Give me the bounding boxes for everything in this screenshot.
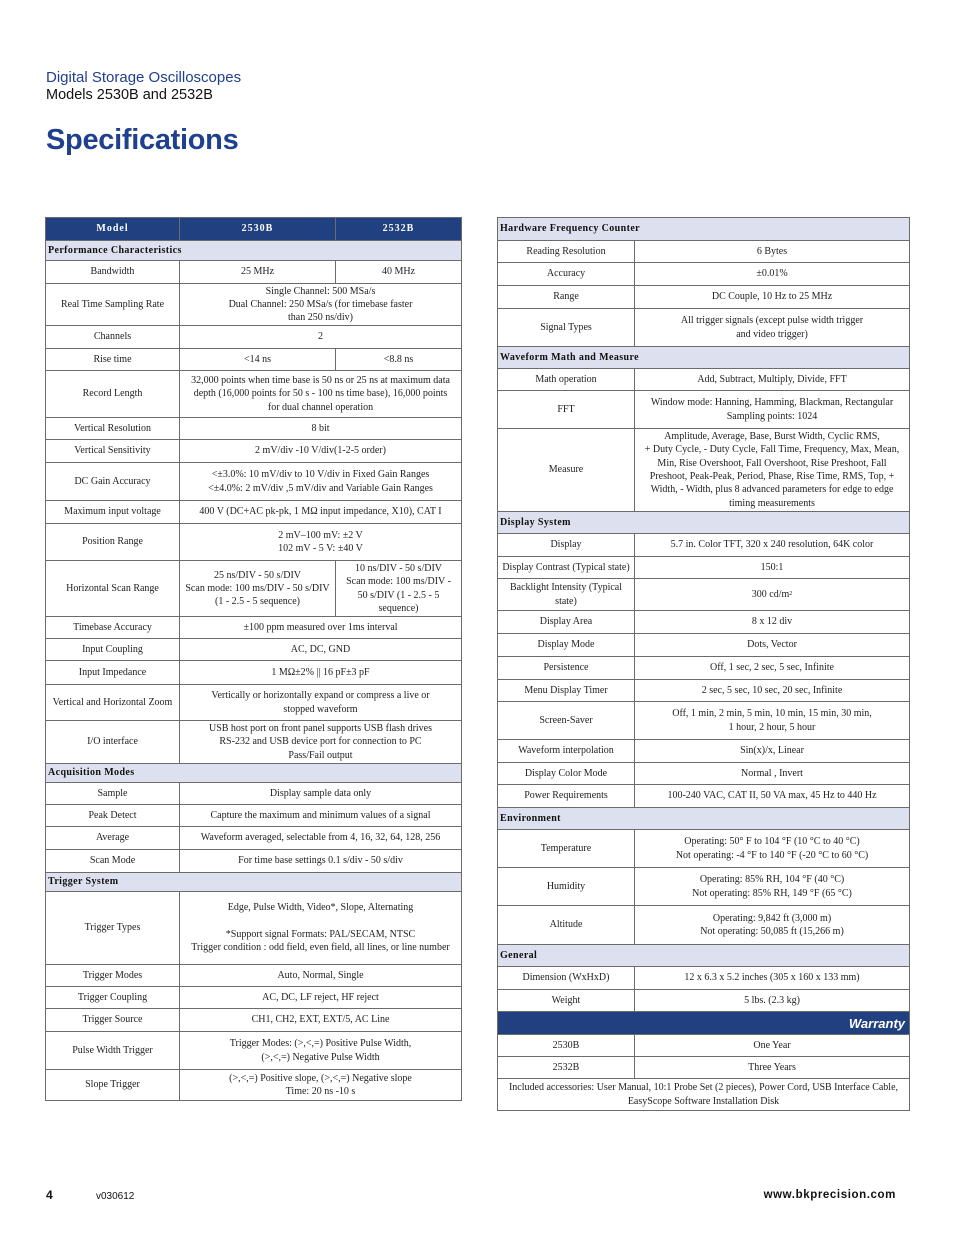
row-label: Accuracy [498, 263, 635, 286]
row-value: DC Couple, 10 Hz to 25 MHz [635, 286, 910, 309]
row-value: ±0.01% [635, 263, 910, 286]
row-value: Off, 1 min, 2 min, 5 min, 10 min, 15 min, 30 min, 1 hour, 2 hour, 5 hour [635, 702, 910, 740]
row-label: Maximum input voltage [46, 501, 180, 524]
row-value: ±100 ppm measured over 1ms interval [180, 617, 462, 639]
row-value: 25 ns/DIV - 50 s/DIV Scan mode: 100 ms/DIV - 50 s/DIV (1 - 2.5 - 5 sequence) [180, 561, 336, 617]
row-label: Bandwidth [46, 261, 180, 284]
models-subtitle: Models 2530B and 2532B [46, 87, 213, 103]
row-value: 40 MHz [336, 261, 462, 284]
row-label: Display Mode [498, 634, 635, 657]
row-value: One Year [635, 1035, 910, 1057]
section-waveform-math: Waveform Math and Measure [498, 347, 910, 369]
row-label: Pulse Width Trigger [46, 1032, 180, 1070]
row-value: 8 x 12 div [635, 611, 910, 634]
row-value: Auto, Normal, Single [180, 965, 462, 987]
row-label: Display Area [498, 611, 635, 634]
section-environment: Environment [498, 808, 910, 830]
row-value: 2 sec, 5 sec, 10 sec, 20 sec, Infinite [635, 680, 910, 702]
row-label: Temperature [498, 830, 635, 868]
row-label: Display [498, 534, 635, 557]
row-value: USB host port on front panel supports USB flash drives RS-232 and USB device port for connection to PC Pass/Fail output [180, 721, 462, 764]
row-label: Measure [498, 429, 635, 512]
row-label: Sample [46, 783, 180, 805]
row-label: Dimension (WxHxD) [498, 967, 635, 990]
row-value: All trigger signals (except pulse width trigger and video trigger) [635, 309, 910, 347]
row-value: 2 [180, 326, 462, 349]
row-value: 100-240 VAC, CAT II, 50 VA max, 45 Hz to 440 Hz [635, 785, 910, 808]
row-label: Timebase Accuracy [46, 617, 180, 639]
row-label: Persistence [498, 657, 635, 680]
row-value: <14 ns [180, 349, 336, 371]
row-value: 300 $cd/m^2$ [635, 579, 910, 611]
col-2532b: 2532B [336, 218, 462, 241]
row-value: For time base settings 0.1 s/div - 50 s/div [180, 850, 462, 873]
row-value: Sin(x)/x, Linear [635, 740, 910, 763]
row-value: 32,000 points when time base is 50 ns or 25 ns at maximum data depth (16,000 points for 50 s - 100 ns time base), 16,000 points for dual channel operation [180, 371, 462, 418]
row-label: Weight [498, 990, 635, 1012]
row-value: 400 V (DC+AC pk-pk, 1 MΩ input impedance, X10), CAT I [180, 501, 462, 524]
left-spec-table [45, 217, 462, 1101]
row-value: CH1, CH2, EXT, EXT/5, AC Line [180, 1009, 462, 1032]
section-display-system: Display System [498, 512, 910, 534]
row-value: 12 x 6.3 x 5.2 inches (305 x 160 x 133 mm) [635, 967, 910, 990]
row-label: Backlight Intensity (Typical state) [498, 579, 635, 611]
row-label: Slope Trigger [46, 1070, 180, 1101]
row-label: 2532B [498, 1057, 635, 1079]
row-label: Peak Detect [46, 805, 180, 827]
row-value: 2 mV/div -10 V/div(1-2-5 order) [180, 440, 462, 463]
row-label: Vertical and Horizontal Zoom [46, 685, 180, 721]
row-value: Trigger Modes: (>,<,=) Positive Pulse Width, (>,<,=) Negative Pulse Width [180, 1032, 462, 1070]
row-label: 2530B [498, 1035, 635, 1057]
row-value: Add, Subtract, Multiply, Divide, FFT [635, 369, 910, 391]
series-title: Digital Storage Oscilloscopes [46, 69, 242, 86]
col-model: Model [46, 218, 180, 241]
page-number: 4 [46, 1188, 53, 1202]
row-label: I/O interface [46, 721, 180, 764]
row-value: 1 MΩ±2% || 16 pF±3 pF [180, 661, 462, 685]
row-value: 25 MHz [180, 261, 336, 284]
section-general: General [498, 945, 910, 967]
row-value: Three Years [635, 1057, 910, 1079]
website-link[interactable]: www.bkprecision.com [763, 1189, 896, 1201]
row-label: Display Contrast (Typical state) [498, 557, 635, 579]
row-value: Amplitude, Average, Base, Burst Width, Cyclic RMS, + Duty Cycle, - Duty Cycle, Fall Time, Frequency, Max, Mean, Min, Rise Overshoot, Fall Overshoot, Rise Preshoot, Fall Preshoot, Peak-Peak, Period, Phase, Rise Time, RMS, Top, + Width, - Width, plus 8 advanced parameters for edge to edge timing measurements [635, 429, 910, 512]
row-label: Input Impedance [46, 661, 180, 685]
section-trigger: Trigger System [46, 873, 462, 892]
row-label: Trigger Source [46, 1009, 180, 1032]
row-label: Position Range [46, 524, 180, 561]
row-value: AC, DC, GND [180, 639, 462, 661]
row-value: AC, DC, LF reject, HF reject [180, 987, 462, 1009]
row-value: Off, 1 sec, 2 sec, 5 sec, Infinite [635, 657, 910, 680]
row-value: Capture the maximum and minimum values of a signal [180, 805, 462, 827]
row-value: Window mode: Hanning, Hamming, Blackman, Rectangular Sampling points: 1024 [635, 391, 910, 429]
row-label: DC Gain Accuracy [46, 463, 180, 501]
row-value: 150:1 [635, 557, 910, 579]
row-label: Record Length [46, 371, 180, 418]
row-label: Vertical Sensitivity [46, 440, 180, 463]
row-value: Dots, Vector [635, 634, 910, 657]
row-value: Display sample data only [180, 783, 462, 805]
row-value: 2 mV–100 mV: ±2 V 102 mV - 5 V: ±40 V [180, 524, 462, 561]
row-label: Reading Resolution [498, 241, 635, 263]
row-label: Signal Types [498, 309, 635, 347]
row-value: <±3.0%: 10 mV/div to 10 V/div in Fixed Gain Ranges <±4.0%: 2 mV/div ,5 mV/div and Variable Gain Ranges [180, 463, 462, 501]
row-label: Humidity [498, 868, 635, 906]
row-value: (>,<,=) Positive slope, (>,<,=) Negative slope Time: 20 ns -10 s [180, 1070, 462, 1101]
row-label: Power Requirements [498, 785, 635, 808]
version-code: v030612 [96, 1191, 135, 1202]
row-value: Vertically or horizontally expand or compress a live or stopped waveform [180, 685, 462, 721]
row-value: Single Channel: 500 MSa/s Dual Channel: 250 MSa/s (for timebase faster than 250 ns/div) [180, 284, 462, 326]
row-label: Math operation [498, 369, 635, 391]
row-value: Normal , Invert [635, 763, 910, 785]
row-label: Scan Mode [46, 850, 180, 873]
row-value: Operating: 9,842 ft (3,000 m) Not operating: 50,085 ft (15,266 m) [635, 906, 910, 945]
row-value: 5 lbs. (2.3 kg) [635, 990, 910, 1012]
row-label: Trigger Modes [46, 965, 180, 987]
row-label: FFT [498, 391, 635, 429]
row-value: Operating: 50° F to 104 °F (10 °C to 40 °C) Not operating: -4 °F to 140 °F (-20 °C to 60 °C) [635, 830, 910, 868]
row-label: Average [46, 827, 180, 850]
row-label: Range [498, 286, 635, 309]
row-value: 5.7 in. Color TFT, 320 x 240 resolution, 64K color [635, 534, 910, 557]
section-warranty: Warranty [498, 1012, 910, 1035]
section-frequency-counter: Hardware Frequency Counter [498, 218, 910, 241]
row-label: Horizontal Scan Range [46, 561, 180, 617]
row-value: Operating: 85% RH, 104 °F (40 °C) Not operating: 85% RH, 149 °F (65 °C) [635, 868, 910, 906]
section-acquisition: Acquisition Modes [46, 764, 462, 783]
row-label: Input Coupling [46, 639, 180, 661]
row-label: Screen-Saver [498, 702, 635, 740]
row-label: Display Color Mode [498, 763, 635, 785]
row-value: 8 bit [180, 418, 462, 440]
row-label: Real Time Sampling Rate [46, 284, 180, 326]
col-2530b: 2530B [180, 218, 336, 241]
row-label: Waveform interpolation [498, 740, 635, 763]
row-label: Altitude [498, 906, 635, 945]
row-label: Trigger Coupling [46, 987, 180, 1009]
row-value: Waveform averaged, selectable from 4, 16, 32, 64, 128, 256 [180, 827, 462, 850]
row-value: Edge, Pulse Width, Video*, Slope, Alternating *Support signal Formats: PAL/SECAM, NTSC Trigger condition : odd field, even field, all lines, or line number [180, 892, 462, 965]
row-value: 10 ns/DIV - 50 s/DIV Scan mode: 100 ms/DIV - 50 s/DIV (1 - 2.5 - 5 sequence) [336, 561, 462, 617]
section-performance: Performance Characteristics [46, 241, 462, 261]
row-label: Trigger Types [46, 892, 180, 965]
row-label: Rise time [46, 349, 180, 371]
right-spec-table [497, 217, 910, 1111]
row-label: Vertical Resolution [46, 418, 180, 440]
row-value: 6 Bytes [635, 241, 910, 263]
row-label: Channels [46, 326, 180, 349]
row-label: Menu Display Timer [498, 680, 635, 702]
page-title: Specifications [46, 124, 239, 156]
row-value: <8.8 ns [336, 349, 462, 371]
included-accessories: Included accessories: User Manual, 10:1 Probe Set (2 pieces), Power Cord, USB Interface Cable, EasyScope Software Installation Disk [498, 1079, 910, 1111]
